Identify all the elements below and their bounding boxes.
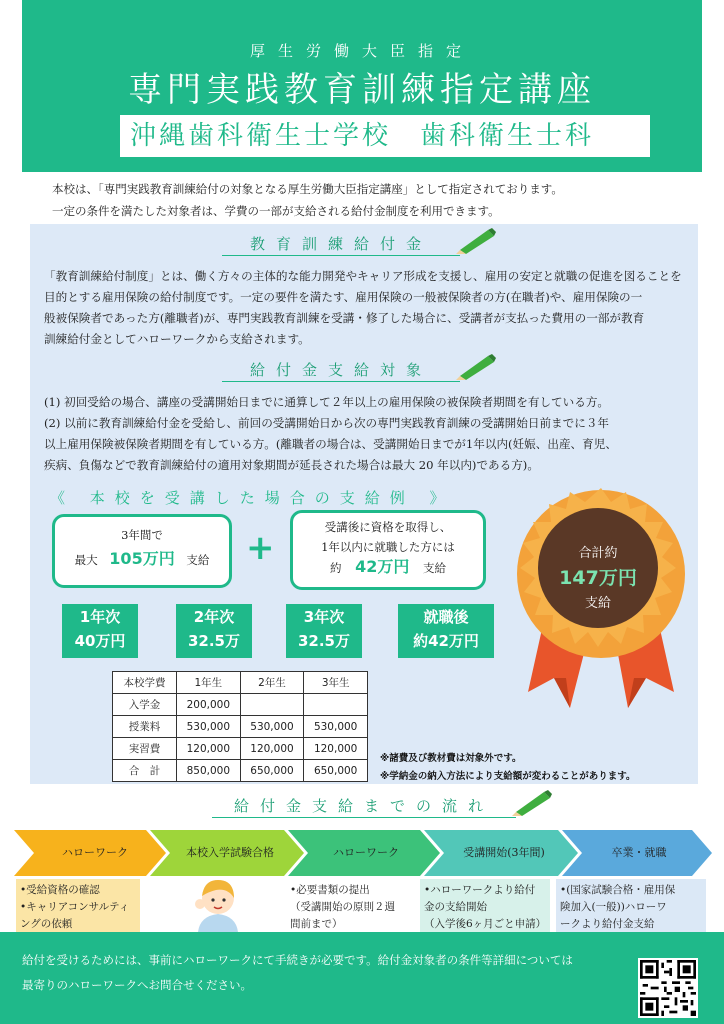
flow-detail-line: （受講開始の原則２週 (290, 901, 395, 913)
example-title: 《 本校を受講した場合の支給例 》 (50, 489, 455, 507)
pencil-icon (454, 228, 498, 254)
flow-detail-line: 険加入(一般))ハローワ (560, 901, 667, 913)
fee-table (112, 671, 368, 782)
benefit-line: 「教育訓練給付制度」とは、働く方々の主体的な能力開発やキャリア形成を支援し、雇用の安定と就職の促進を図ることを (44, 269, 682, 283)
note-2: ※学納金の納入方法により支給額が変わることがあります。 (380, 771, 636, 782)
qr-code-icon (640, 960, 696, 1016)
table-header: 本校学費 (113, 672, 177, 694)
page-title: 専門実践教育訓練指定講座 (128, 70, 596, 110)
year-amount: 32.5万 (297, 632, 350, 650)
flow-step-2: 本校入学試験合格 (186, 846, 274, 859)
year-amount: 40万円 (74, 632, 126, 650)
table-cell: 530,000 (177, 716, 241, 738)
flow-detail-line: 金の支給開始 (424, 901, 487, 913)
section-heading-flow-text: 給付金支給までの流れ (233, 797, 494, 815)
table-cell: 120,000 (177, 738, 241, 760)
box1-line1: 3年間で (121, 528, 163, 542)
note-1: ※諸費及び教材費は対象外です。 (380, 753, 522, 764)
header-banner (22, 0, 702, 172)
table-cell: 実習費 (113, 738, 177, 760)
rosette-line2: 支給 (584, 596, 611, 611)
benefit-line: 般被保険者であった方(離職者)が、専門実践教育訓練を受講・修了した場合に、受講者が支払った費用の一部が教育 (44, 311, 645, 325)
box1-amount: 105万円 (109, 549, 175, 568)
box2-amount: 42万円 (355, 557, 410, 576)
person-illustration (186, 876, 250, 932)
qr-code[interactable] (638, 958, 698, 1018)
flow-detail-line: ークより給付金支給 (560, 918, 655, 930)
eligibility-line: 疾病、負傷などで教育訓練給付の適用対象期間が延長された場合は最大 20 年以内)である方)。 (44, 458, 539, 472)
flow-detail-line: •ハローワークより給付 (424, 884, 536, 896)
table-row (113, 694, 368, 716)
flow-detail-line: （入学後6ヶ月ごと申請） (424, 918, 547, 930)
flow-step-3: ハローワーク (333, 846, 399, 859)
table-header-row (113, 672, 368, 694)
eligibility-line: (1) 初回受給の場合、講座の受講開始日までに通算して２年以上の雇用保険の被保険者期間を有している方。 (44, 395, 610, 409)
flow-detail-line: •(国家試験合格・雇用保 (560, 884, 676, 896)
flow-detail-line: •受給資格の確認 (20, 884, 100, 896)
benefit-line: 訓練給付金としてハローワークから支給されます。 (44, 332, 310, 346)
box2-suffix: 支給 (423, 561, 447, 575)
section-heading-eligibility (222, 358, 460, 382)
employment-benefit-box (290, 510, 486, 590)
table-cell: 650,000 (240, 760, 304, 782)
flow-detail-5 (556, 879, 706, 935)
footer-line-2: 最寄りのハローワークへお問合せください。 (22, 978, 252, 992)
year-amount: 32.5万 (187, 632, 240, 650)
table-row (113, 760, 368, 782)
flow-detail-line: •必要書類の提出 (290, 884, 370, 896)
eligibility-line: (2) 以前に教育訓練給付金を受給し、前回の受講開始日から次の専門実践教育訓練の受講開始日前までに３年 (44, 416, 610, 430)
year-label: 1年次 (79, 608, 121, 626)
table-cell (304, 694, 368, 716)
table-cell: 120,000 (240, 738, 304, 760)
footer-banner (0, 932, 724, 1024)
year-label: 2年次 (193, 608, 235, 626)
table-cell: 合 計 (113, 760, 177, 782)
year-label: 3年次 (303, 608, 345, 626)
box2-line1: 受講後に資格を取得し、 (324, 520, 452, 534)
box2-line2: 1年以内に就職した方には (321, 540, 455, 554)
max-benefit-box (52, 514, 232, 588)
flow-detail-4 (420, 879, 550, 935)
flow-detail-1 (16, 879, 140, 935)
flow-detail-line: •キャリアコンサルティ (20, 901, 130, 913)
year-box-2 (176, 604, 252, 658)
year-label: 就職後 (423, 608, 469, 626)
box1-suffix: 支給 (186, 553, 210, 567)
eligibility-line: 以上雇用保険被保険者期間を有している方。(離職者の場合は、受講開始日までが1年以内(妊娠、出産、育児、 (44, 437, 617, 451)
section-heading-benefit-text: 教育訓練給付金 (249, 235, 432, 253)
box2-prefix: 約 (329, 561, 342, 575)
table-row (113, 716, 368, 738)
section-heading-eligibility-text: 給付金支給対象 (249, 361, 432, 379)
plus-sign: + (246, 528, 275, 568)
table-cell: 650,000 (304, 760, 368, 782)
box1-prefix: 最大 (74, 553, 98, 567)
table-row (113, 738, 368, 760)
table-cell: 入学金 (113, 694, 177, 716)
section-heading-benefit (222, 232, 460, 256)
eligibility-description (44, 392, 694, 476)
rosette-amount: 147万円 (559, 567, 637, 589)
table-cell: 530,000 (240, 716, 304, 738)
year-box-1 (62, 604, 138, 658)
intro-line-1: 本校は、「専門実践教育訓練給付の対象となる厚生労働大臣指定講座」として指定されております。 (52, 182, 563, 196)
table-cell: 授業料 (113, 716, 177, 738)
footer-text (22, 948, 573, 998)
footer-line-1: 給付を受けるためには、事前にハローワークにて手続きが必要です。給付金対象者の条件等詳細については (22, 953, 573, 967)
year-amount: 約42万円 (413, 632, 479, 650)
pencil-icon (454, 354, 498, 380)
flow-step-1: ハローワーク (62, 846, 128, 859)
benefit-description (44, 266, 694, 350)
intro-line-2: 一定の条件を満たした対象者は、学費の一部が支給される給付金制度を利用できます。 (52, 204, 500, 218)
header-subtitle: 厚生労働大臣指定 (249, 42, 474, 60)
year-box-3 (286, 604, 362, 658)
table-header: 2年生 (240, 672, 304, 694)
rosette-line1: 合計約 (578, 546, 618, 561)
flow-detail-line: 間前まで） (290, 918, 343, 930)
school-name: 沖縄歯科衛生士学校 歯科衛生士科 (120, 115, 650, 157)
flow-detail-3 (286, 879, 408, 935)
table-cell: 200,000 (177, 694, 241, 716)
table-cell: 120,000 (304, 738, 368, 760)
pencil-icon (510, 790, 554, 816)
flow-step-4: 受講開始(3年間) (463, 846, 545, 859)
table-cell: 530,000 (304, 716, 368, 738)
table-header: 3年生 (304, 672, 368, 694)
flow-step-5: 卒業・就職 (611, 846, 667, 859)
flow-detail-line: ングの依頼 (20, 918, 73, 930)
table-header: 1年生 (177, 672, 241, 694)
section-heading-flow (212, 794, 516, 818)
table-cell: 850,000 (177, 760, 241, 782)
table-cell (240, 694, 304, 716)
benefit-line: 目的とする雇用保険の給付制度です。一定の要件を満たす、雇用保険の一般被保険者の方(在職者)や、雇用保険の一 (44, 290, 643, 304)
year-box-employment (398, 604, 494, 658)
